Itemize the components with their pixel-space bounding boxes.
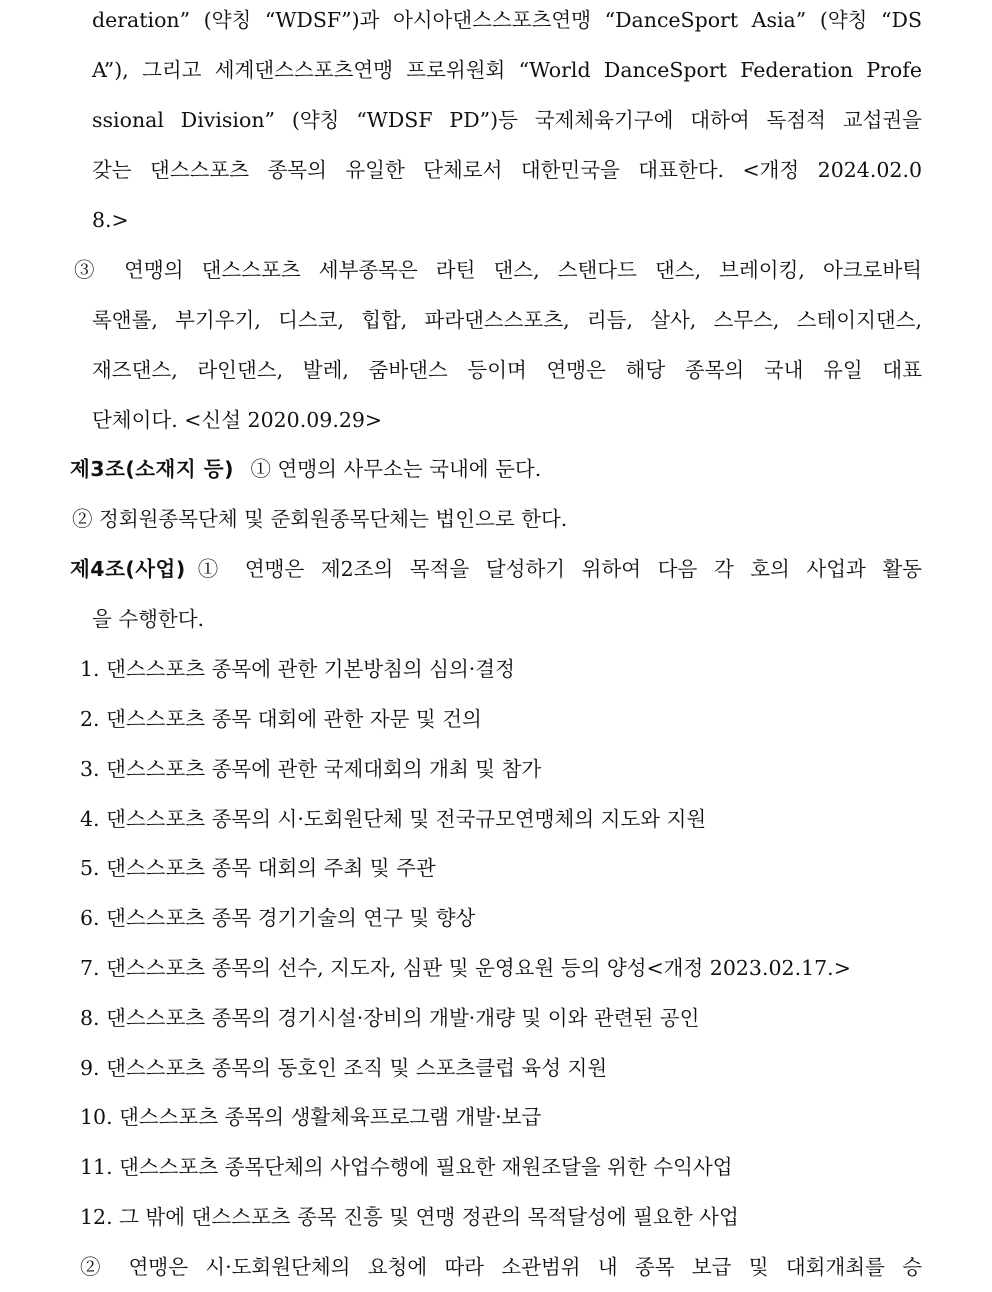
clause3-line-3: 재즈댄스, 라인댄스, 발레, 줌바댄스 등이며 연맹은 해당 종목의 국내 유일 대표 (92, 358, 922, 382)
article4-clause1-line2: 을 수행한다. (92, 607, 205, 631)
article3-clause2: ② 정회원종목단체 및 준회원종목단체는 법인으로 한다. (72, 507, 568, 531)
list-item-9: 9. 댄스스포츠 종목의 동호인 조직 및 스포츠클럽 육성 지원 (80, 1056, 608, 1080)
article2-line-1: deration” (약칭 “WDSF”)과 아시아댄스스포츠연맹 “DanceSport Asia” (약칭 “DS (92, 8, 922, 32)
article4-clause1-line1: ① 연맹은 제2조의 목적을 달성하기 위하여 다음 각 호의 사업과 활동 (197, 557, 922, 581)
clause3-line-2: 록앤롤, 부기우기, 디스코, 힙합, 파라댄스스포츠, 리듬, 살사, 스무스, 스테이지댄스, (92, 308, 922, 332)
clause3-line-4: 단체이다. <신설 2020.09.29> (92, 408, 383, 432)
article3-line (70, 444, 541, 494)
article2-line-5: 8.> (92, 208, 129, 232)
clause3-line-1: ③ 연맹의 댄스스포츠 세부종목은 라틴 댄스, 스탠다드 댄스, 브레이킹, 아크로바틱 (74, 258, 922, 282)
list-item-7: 7. 댄스스포츠 종목의 선수, 지도자, 심판 및 운영요원 등의 양성<개정 2023.02.17.> (80, 956, 851, 980)
list-item-6: 6. 댄스스포츠 종목 경기기술의 연구 및 향상 (80, 906, 476, 930)
article2-line-3: ssional Division” (약칭 “WDSF PD”)등 국제체육기구에 대하여 독점적 교섭권을 (92, 108, 922, 132)
article3-clause1: ① 연맹의 사무소는 국내에 둔다. (250, 457, 542, 481)
article3-heading: 제3조(소재지 등) (70, 457, 234, 481)
list-item-5: 5. 댄스스포츠 종목 대회의 주최 및 주관 (80, 856, 436, 880)
list-item-3: 3. 댄스스포츠 종목에 관한 국제대회의 개최 및 참가 (80, 757, 542, 781)
list-item-11: 11. 댄스스포츠 종목단체의 사업수행에 필요한 재원조달을 위한 수익사업 (80, 1155, 733, 1179)
list-item-12: 12. 그 밖에 댄스스포츠 종목 진흥 및 연맹 정관의 목적달성에 필요한 사업 (80, 1205, 739, 1229)
list-item-10: 10. 댄스스포츠 종목의 생활체육프로그램 개발·보급 (80, 1105, 542, 1129)
article4-clause2-line1: ② 연맹은 시·도회원단체의 요청에 따라 소관범위 내 종목 보급 및 대회개최를 승 (80, 1255, 922, 1279)
list-item-1: 1. 댄스스포츠 종목에 관한 기본방침의 심의·결정 (80, 657, 515, 681)
list-item-8: 8. 댄스스포츠 종목의 경기시설·장비의 개발·개량 및 이와 관련된 공인 (80, 1006, 700, 1030)
list-item-2: 2. 댄스스포츠 종목 대회에 관한 자문 및 건의 (80, 707, 482, 731)
article4-line-1 (70, 544, 922, 594)
article2-line-2: A”), 그리고 세계댄스스포츠연맹 프로위원회 “World DanceSport Federation Profe (92, 58, 922, 82)
article2-line-4: 갖는 댄스스포츠 종목의 유일한 단체로서 대한민국을 대표한다. <개정 2024.02.0 (92, 158, 922, 182)
list-item-4: 4. 댄스스포츠 종목의 시·도회원단체 및 전국규모연맹체의 지도와 지원 (80, 807, 707, 831)
article4-heading: 제4조(사업) (70, 557, 186, 581)
